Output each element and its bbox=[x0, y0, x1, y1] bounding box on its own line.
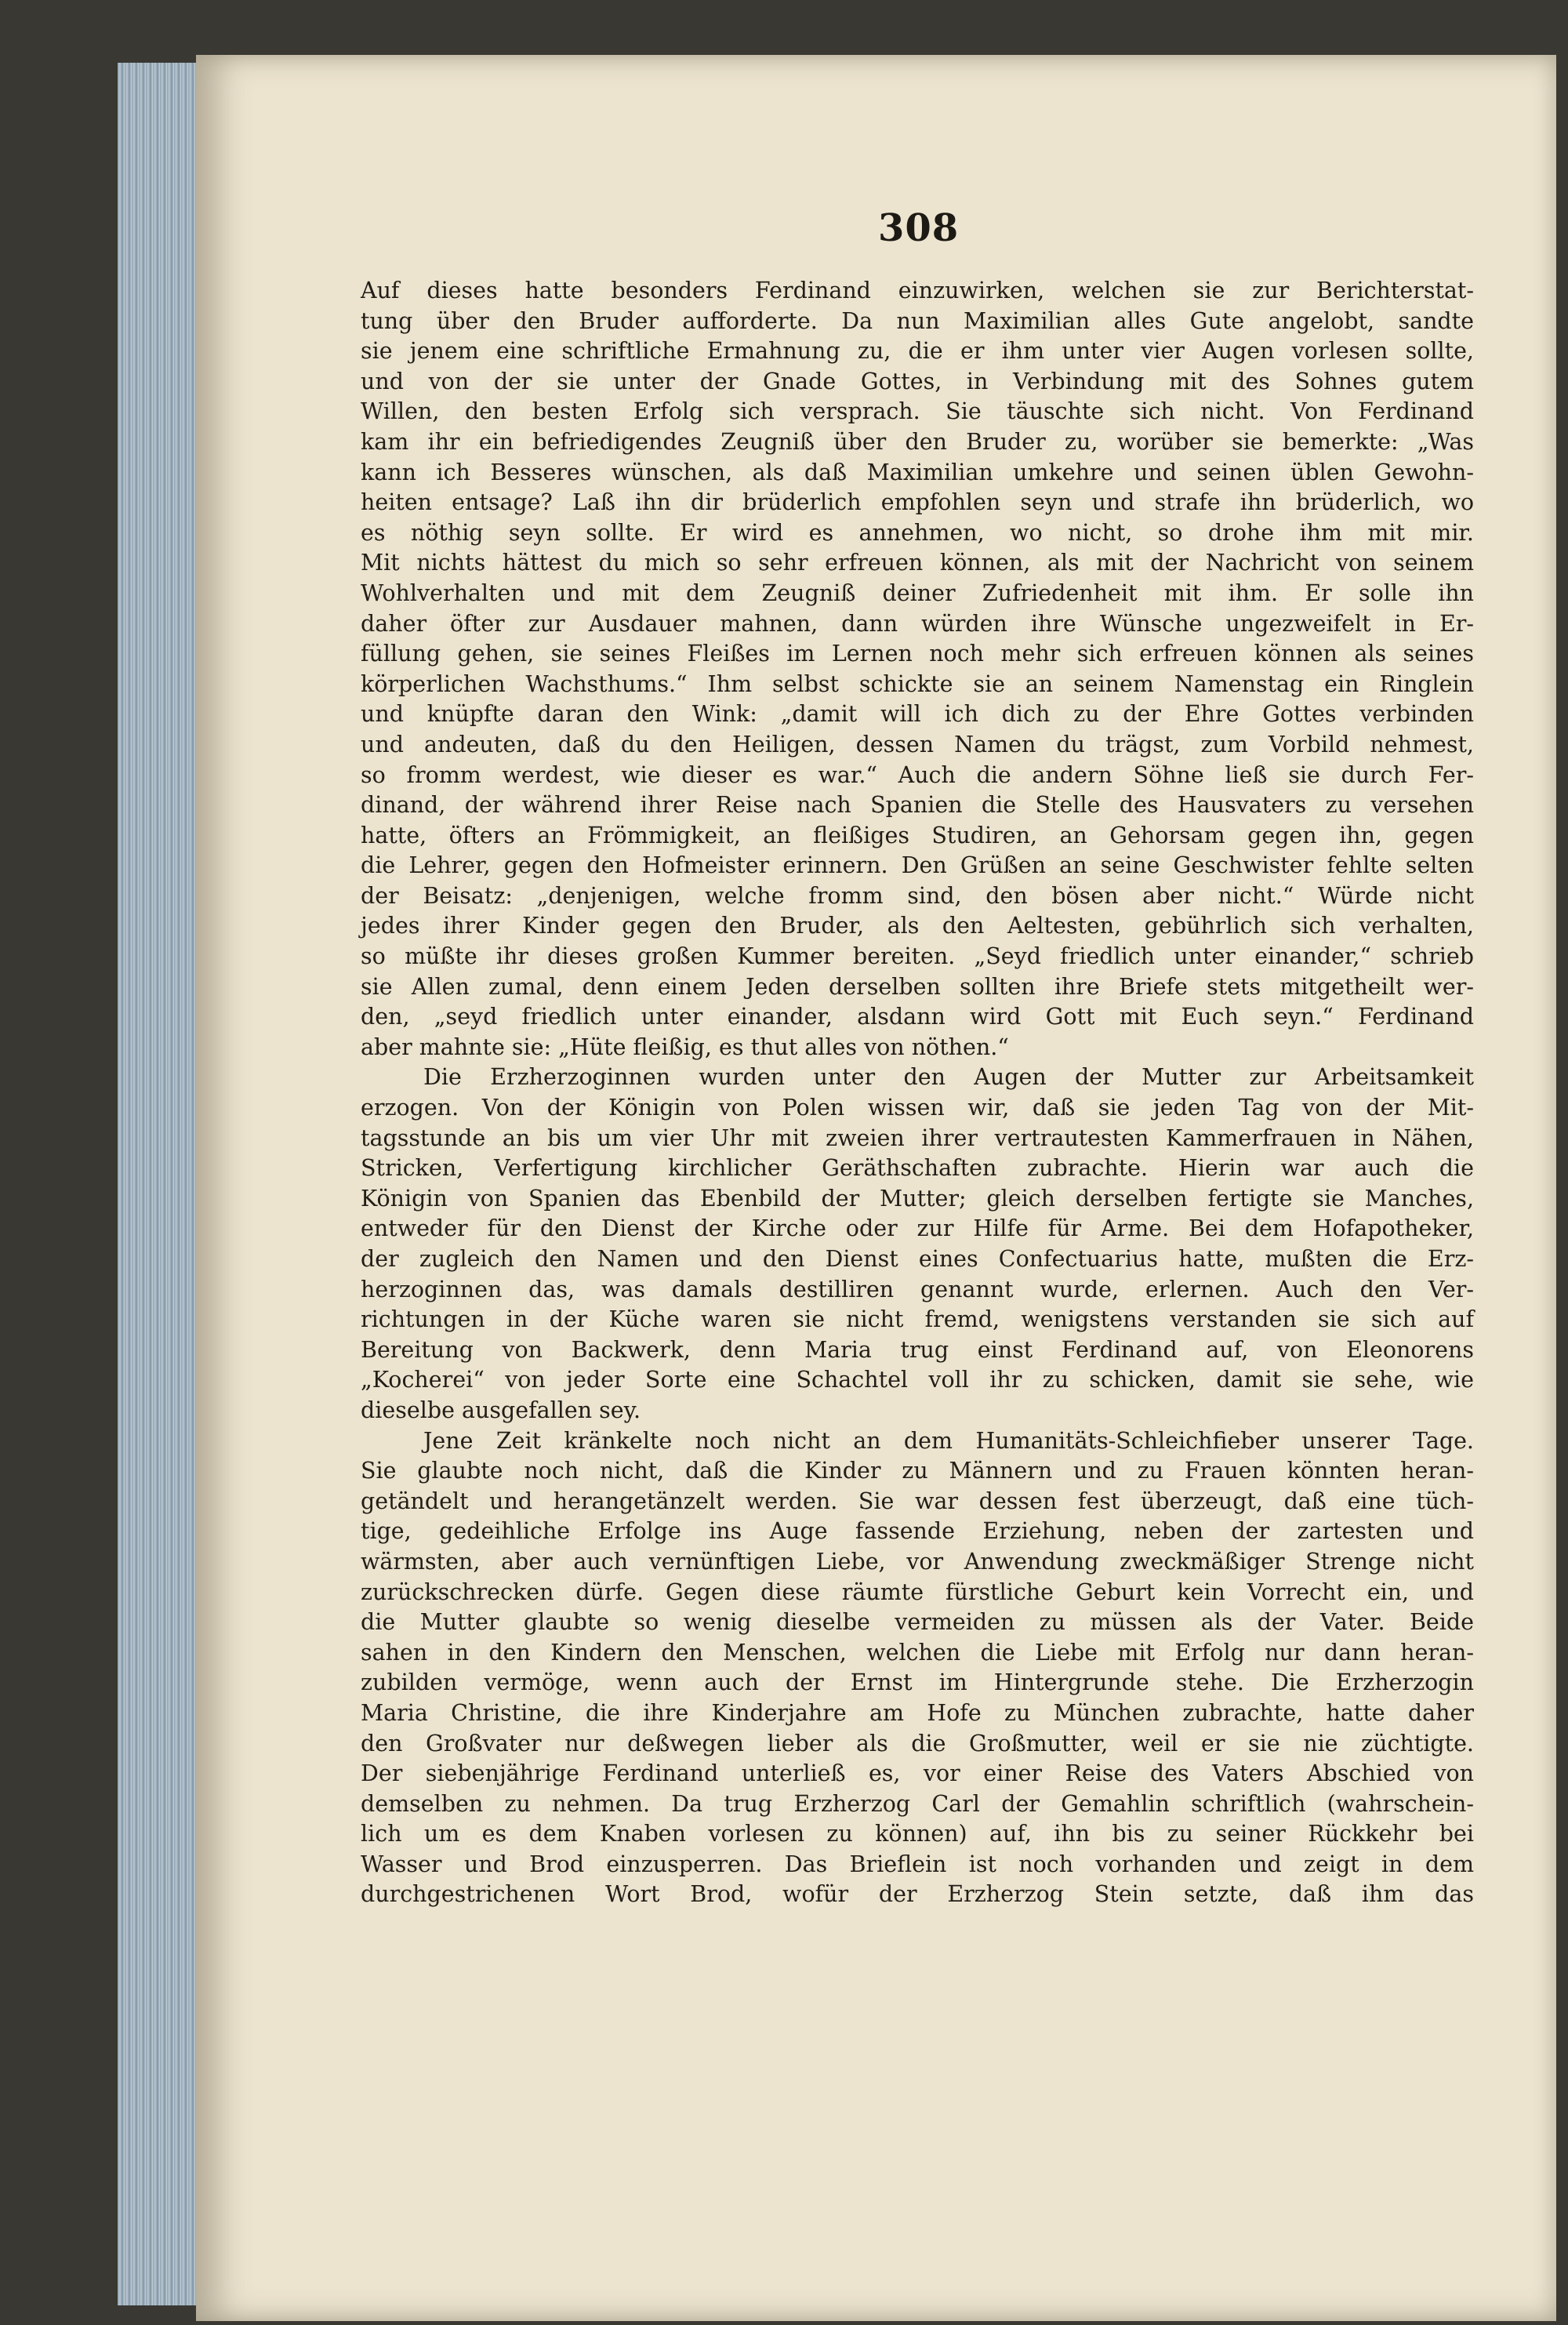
text-line: tung über den Bruder aufforderte. Da nun Maximilian alles Gute angelobt, sandte bbox=[361, 307, 1474, 334]
page-number: 308 bbox=[878, 206, 960, 250]
text-line: entweder für den Dienst der Kirche oder zur Hilfe für Arme. Bei dem Hofapotheker, bbox=[361, 1215, 1474, 1242]
text-line: und andeuten, daß du den Heiligen, dessen Namen du trägst, zum Vorbild nehmest, bbox=[361, 731, 1474, 757]
text-line: die Lehrer, gegen den Hofmeister erinnern. Den Grüßen an seine Geschwister fehlte selten bbox=[361, 852, 1474, 879]
text-line: jedes ihrer Kinder gegen den Bruder, als den Aeltesten, gebührlich sich verhalten, bbox=[361, 913, 1474, 939]
text-line: sie Allen zumal, denn einem Jeden derselben sollten ihre Briefe stets mitgetheilt wer- bbox=[361, 973, 1474, 1000]
text-line: Maria Christine, die ihre Kinderjahre am Hofe zu München zubrachte, hatte daher bbox=[361, 1699, 1474, 1726]
text-line: herzoginnen das, was damals destilliren genannt wurde, erlernen. Auch den Ver- bbox=[361, 1276, 1474, 1302]
text-line: der zugleich den Namen und den Dienst eines Confectuarius hatte, mußten die Erz- bbox=[361, 1246, 1474, 1272]
text-line: der Beisatz: „denjenigen, welche fromm sind, den bösen aber nicht.“ Würde nicht bbox=[361, 882, 1474, 909]
text-line: Sie glaubte noch nicht, daß die Kinder zu Männern und zu Frauen könnten heran- bbox=[361, 1458, 1474, 1484]
text-line: kam ihr ein befriedigendes Zeugniß über den Bruder zu, worüber sie bemerkte: „Was bbox=[361, 428, 1474, 455]
text-line: daher öfter zur Ausdauer mahnen, dann würden ihre Wünsche ungezweifelt in Er- bbox=[361, 610, 1474, 637]
text-line: sie jenem eine schriftliche Ermahnung zu, die er ihm unter vier Augen vorlesen sollte, bbox=[361, 338, 1474, 365]
text-line: dieselbe ausgefallen sey. bbox=[361, 1397, 641, 1423]
text-line: tagsstunde an bis um vier Uhr mit zweien ihrer vertrautesten Kammerfrauen in Nähen, bbox=[361, 1124, 1474, 1151]
text-line: Königin von Spanien das Ebenbild der Mutter; gleich derselben fertigte sie Manches, bbox=[361, 1185, 1474, 1212]
text-line: die Mutter glaubte so wenig dieselbe vermeiden zu müssen als der Vater. Beide bbox=[361, 1609, 1474, 1636]
text-line: hatte, öfters an Frömmigkeit, an fleißiges Studiren, an Gehorsam gegen ihn, gegen bbox=[361, 822, 1474, 848]
body-text bbox=[361, 276, 1474, 1910]
text-line: den, „seyd friedlich unter einander, alsdann wird Gott mit Euch seyn.“ Ferdinand bbox=[361, 1004, 1474, 1030]
text-line: Mit nichts hättest du mich so sehr erfreuen können, als mit der Nachricht von seinem bbox=[361, 550, 1474, 576]
text-line: und von der sie unter der Gnade Gottes, in Verbindung mit des Sohnes gutem bbox=[361, 368, 1474, 394]
text-line: füllung gehen, sie seines Fleißes im Lernen noch mehr sich erfreuen können als seines bbox=[361, 641, 1474, 667]
text-line: kann ich Besseres wünschen, als daß Maximilian umkehre und seinen üblen Gewohn- bbox=[361, 459, 1474, 485]
text-line: Wasser und Brod einzusperren. Das Brieflein ist noch vorhanden und zeigt in dem bbox=[361, 1851, 1474, 1877]
text-line: sahen in den Kindern den Menschen, welchen die Liebe mit Erfolg nur dann heran- bbox=[361, 1639, 1474, 1666]
text-line: zubilden vermöge, wenn auch der Ernst im Hintergrunde stehe. Die Erzherzogin bbox=[361, 1669, 1474, 1696]
text-line: getändelt und herangetänzelt werden. Sie war dessen fest überzeugt, daß eine tüch- bbox=[361, 1488, 1474, 1514]
text-line: Auf dieses hatte besonders Ferdinand einzuwirken, welchen sie zur Berichterstat- bbox=[361, 278, 1474, 303]
text-line: Wohlverhalten und mit dem Zeugniß deiner Zufriedenheit mit ihm. Er solle ihn bbox=[361, 579, 1474, 606]
text-line: Bereitung von Backwerk, denn Maria trug einst Ferdinand auf, von Eleonorens bbox=[361, 1336, 1474, 1363]
text-line: erzogen. Von der Königin von Polen wissen wir, daß sie jeden Tag von der Mit- bbox=[361, 1095, 1474, 1121]
text-line: wärmsten, aber auch vernünftigen Liebe, vor Anwendung zweckmäßiger Strenge nicht bbox=[361, 1548, 1474, 1575]
text-line: „Kocherei“ von jeder Sorte eine Schachtel voll ihr zu schicken, damit sie sehe, wie bbox=[361, 1367, 1474, 1393]
text-line: durchgestrichenen Wort Brod, wofür der Erzherzog Stein setzte, daß ihm das bbox=[361, 1881, 1474, 1908]
text-line: dinand, der während ihrer Reise nach Spanien die Stelle des Hausvaters zu versehen bbox=[361, 792, 1474, 819]
text-line: und knüpfte daran den Wink: „damit will ich dich zu der Ehre Gottes verbinden bbox=[361, 701, 1474, 728]
text-line: lich um es dem Knaben vorlesen zu können) auf, ihn bis zu seiner Rückkehr bei bbox=[361, 1821, 1474, 1847]
text-line: es nöthig seyn sollte. Er wird es annehmen, wo nicht, so drohe ihm mit mir. bbox=[361, 519, 1474, 546]
text-line: Jene Zeit kränkelte noch nicht an dem Humanitäts-Schleichfieber unserer Tage. bbox=[423, 1427, 1474, 1454]
text-line: aber mahnte sie: „Hüte fleißig, es thut alles von nöthen.“ bbox=[361, 1034, 1009, 1060]
text-line: zurückschrecken dürfe. Gegen diese räumte fürstliche Geburt kein Vorrecht ein, und bbox=[361, 1578, 1474, 1605]
text-line: Der siebenjährige Ferdinand unterließ es, vor einer Reise des Vaters Abschied von bbox=[361, 1760, 1474, 1787]
text-line: so fromm werdest, wie dieser es war.“ Auch die andern Söhne ließ sie durch Fer- bbox=[361, 761, 1474, 788]
text-line: tige, gedeihliche Erfolge ins Auge fassende Erziehung, neben der zartesten und bbox=[361, 1518, 1474, 1545]
text-line: so müßte ihr dieses großen Kummer bereiten. „Seyd friedlich unter einander,“ schrieb bbox=[361, 943, 1474, 970]
text-line: heiten entsage? Laß ihn dir brüderlich empfohlen seyn und strafe ihn brüderlich, wo bbox=[361, 489, 1474, 516]
text-line: Die Erzherzoginnen wurden unter den Augen der Mutter zur Arbeitsamkeit bbox=[423, 1064, 1474, 1091]
text-line: Stricken, Verfertigung kirchlicher Geräthschaften zubrachte. Hierin war auch die bbox=[361, 1155, 1474, 1182]
text-line: demselben zu nehmen. Da trug Erzherzog Carl der Gemahlin schriftlich (wahrschein- bbox=[361, 1790, 1474, 1817]
text-line: Willen, den besten Erfolg sich versprach. Sie täuschte sich nicht. Von Ferdinand bbox=[361, 398, 1474, 425]
text-line: körperlichen Wachsthums.“ Ihm selbst schickte sie an seinem Namenstag ein Ringlein bbox=[361, 670, 1474, 697]
text-line: den Großvater nur deßwegen lieber als die Großmutter, weil er sie nie züchtigte. bbox=[361, 1730, 1474, 1756]
text-line: richtungen in der Küche waren sie nicht fremd, wenigstens verstanden sie sich auf bbox=[361, 1306, 1474, 1333]
